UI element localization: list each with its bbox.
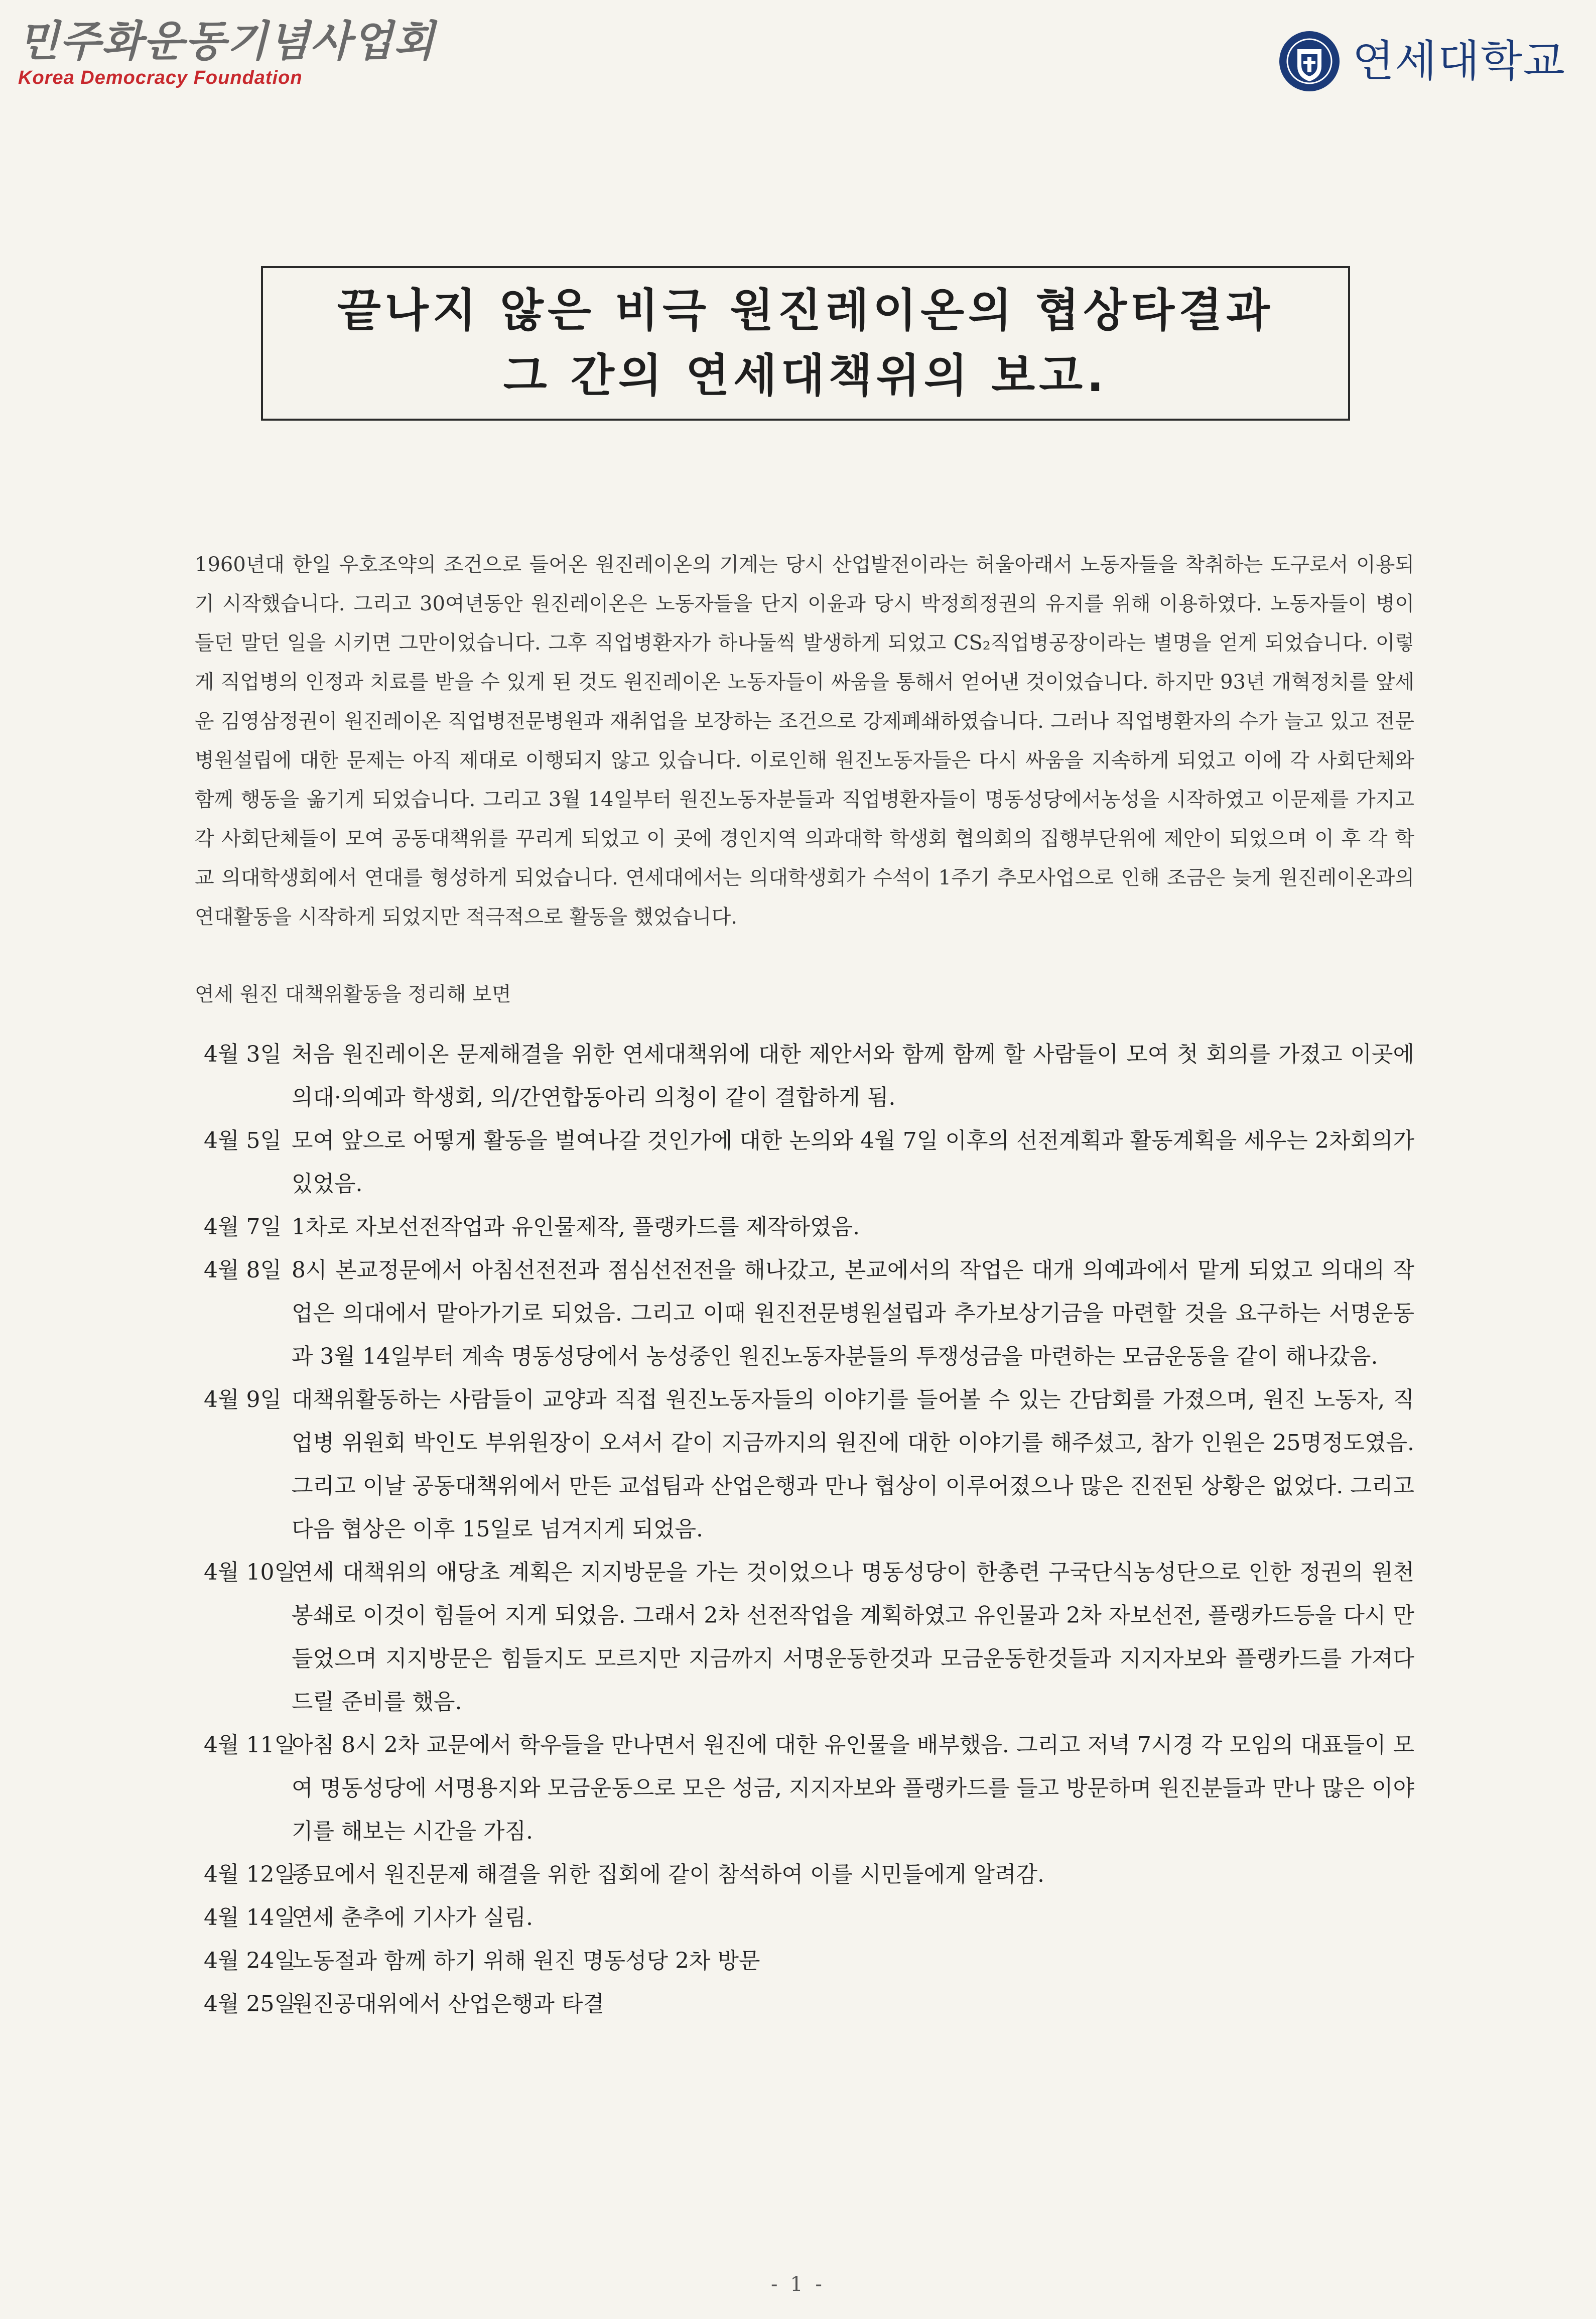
entry-text: 모여 앞으로 어떻게 활동을 벌여나갈 것인가에 대한 논의와 4월 7일 이후의 선전계획과 활동계획을 세우는 2차회의가 있었음. bbox=[292, 1128, 1414, 1197]
activity-entry bbox=[204, 1983, 1414, 2026]
entry-text: 종묘에서 원진문제 해결을 위한 집회에 같이 참석하여 이를 시민들에게 알려감. bbox=[292, 1862, 1044, 1887]
foundation-name-korean: 민주화운동기념사업회 bbox=[18, 17, 436, 66]
entry-text: 노동절과 함께 하기 위해 원진 명동성당 2차 방문 bbox=[292, 1948, 760, 1974]
entry-date: 4월 9일 bbox=[204, 1387, 282, 1412]
activity-entry bbox=[204, 1724, 1414, 1853]
activity-entry bbox=[204, 1551, 1414, 1724]
intro-paragraph bbox=[195, 545, 1414, 937]
entry-text: 연세 춘추에 기사가 실림. bbox=[292, 1905, 533, 1930]
entry-date: 4월 3일 bbox=[204, 1042, 282, 1067]
entry-text: 처음 원진레이온 문제해결을 위한 연세대책위에 대한 제안서와 함께 함께 할 사람들이 모여 첫 회의를 가졌고 이곳에 의대·의예과 학생회, 의/간연합동아리 의청이 같이 결합하게 됨. bbox=[292, 1042, 1414, 1110]
entry-text: 연세 대책위의 애당초 계획은 지지방문을 가는 것이었으나 명동성당이 한총련 구국단식농성단으로 인한 정권의 원천봉쇄로 이것이 힘들어 지게 되었음. 그래서 2차 선전작업을 계획하였고 유인물과 2차 자보선전, 플랭카드등을 다시 만들었으며 지지방문은 힘들지도 모르지만 지금까지 서명운동한것과 모금운동한것들과 지지자보와 플랭카드를 가져다 드릴 준비를 했음. bbox=[292, 1560, 1414, 1715]
document-body bbox=[195, 545, 1414, 2026]
university-logo bbox=[1277, 29, 1566, 93]
entry-text: 1차로 자보선전작업과 유인물제작, 플랭카드를 제작하였음. bbox=[292, 1214, 860, 1240]
page-number: - 1 - bbox=[771, 2273, 825, 2296]
intro-text: 1960년대 한일 우호조약의 조건으로 들어온 원진레이온의 기계는 당시 산업발전이라는 허울아래서 노동자들을 착취하는 도구로서 이용되기 시작했습니다. 그리고 30여년동안 원진레이온은 노동자들을 단지 이윤과 당시 박정희정권의 유지를 위해 이용하였다. 노동자들이 병이 들던 말던 일을 시키면 그만이었습니다. 그후 직업병환자가 하나둘씩 발생하게 되었고 CS₂직업병공장이라는 별명을 얻게 되었습니다. 이렇게 직업병의 인정과 치료를 받을 수 있게 된 것도 원진레이온 노동자들이 싸움을 통해서 얻어낸 것이었습니다. 하지만 93년 개혁정치를 앞세운 김영삼정권이 원진레이온 직업병전문병원과 재취업을 보장하는 조건으로 강제폐쇄하였습니다. 그러나 직업병환자의 수가 늘고 있고 전문병원설립에 대한 문제는 아직 제대로 이행되지 않고 있습니다. 이로인해 원진노동자들은 다시 싸움을 지속하게 되었고 이에 각 사회단체와 함께 행동을 옮기게 되었습니다. 그리고 3월 14일부터 원진노동자분들과 직업병환자들이 명동성당에서농성을 시작하였고 이문제를 가지고 각 사회단체들이 모여 공동대책위를 꾸리게 되었고 이 곳에 경인지역 의과대학 학생회 협의회의 집행부단위에 제안이 되었으며 이 후 각 학교 의대학생회에서 연대를 형성하게 되었습니다. 연세대에서는 의대학생회가 수석이 1주기 추모사업으로 인해 조금은 늦게 원진레이온과의 연대활동을 시작하게 되었지만 적극적으로 활동을 했었습니다. bbox=[195, 553, 1414, 929]
entry-date: 4월 11일 bbox=[204, 1732, 296, 1758]
activity-entry bbox=[204, 1033, 1414, 1119]
foundation-logo bbox=[18, 17, 436, 89]
entry-text: 대책위활동하는 사람들이 교양과 직접 원진노동자들의 이야기를 들어볼 수 있는 간담회를 가졌으며, 원진 노동자, 직업병 위원회 박인도 부위원장이 오셔서 같이 지금까지의 원진에 대한 이야기를 해주셨고, 참가 인원은 25명정도였음. 그리고 이날 공동대책위에서 만든 교섭팀과 산업은행과 만나 협상이 이루어졌으나 많은 진전된 상황은 없었다. 그리고 다음 협상은 이후 15일로 넘겨지게 되었음. bbox=[292, 1387, 1414, 1542]
entry-date: 4월 24일 bbox=[204, 1948, 296, 1974]
activity-entry bbox=[204, 1249, 1414, 1378]
document-title-line-2: 그 간의 연세대책위의 보고. bbox=[503, 349, 1108, 402]
university-name: 연세대학교 bbox=[1352, 36, 1566, 86]
activity-entry bbox=[204, 1378, 1414, 1551]
document-title-line-1: 끝나지 않은 비극 원진레이온의 협상타결과 bbox=[337, 284, 1274, 337]
activity-entry bbox=[204, 1940, 1414, 1983]
activity-entry bbox=[204, 1896, 1414, 1940]
activity-entry bbox=[204, 1206, 1414, 1249]
entry-text: 원진공대위에서 산업은행과 타결 bbox=[292, 1991, 605, 2017]
document-title-box bbox=[261, 266, 1350, 421]
activity-log bbox=[195, 1033, 1414, 2026]
entry-date: 4월 14일 bbox=[204, 1905, 296, 1930]
summary-heading: 연세 원진 대책위활동을 정리해 보면 bbox=[195, 983, 511, 1006]
activity-entry bbox=[204, 1119, 1414, 1206]
entry-date: 4월 12일 bbox=[204, 1862, 296, 1887]
entry-date: 4월 25일 bbox=[204, 1991, 296, 2017]
university-seal-icon bbox=[1277, 29, 1342, 93]
entry-text: 아침 8시 2차 교문에서 학우들을 만나면서 원진에 대한 유인물을 배부했음. 그리고 저녁 7시경 각 모임의 대표들이 모여 명동성당에 서명용지와 모금운동으로 모은 성금, 지지자보와 플랭카드를 들고 방문하며 원진분들과 만나 많은 이야기를 해보는 시간을 가짐. bbox=[292, 1732, 1414, 1844]
foundation-name-english: Korea Democracy Foundation bbox=[18, 67, 303, 88]
activity-entry bbox=[204, 1853, 1414, 1896]
entry-date: 4월 5일 bbox=[204, 1128, 282, 1153]
entry-text: 8시 본교정문에서 아침선전전과 점심선전전을 해나갔고, 본교에서의 작업은 대개 의예과에서 맡게 되었고 의대의 작업은 의대에서 맡아가기로 되었음. 그리고 이때 원진전문병원설립과 추가보상기금을 마련할 것을 요구하는 서명운동과 3월 14일부터 계속 명동성당에서 농성중인 원진노동자분들의 투쟁성금을 마련하는 모금운동을 같이 해나갔음. bbox=[292, 1257, 1415, 1369]
entry-date: 4월 10일 bbox=[204, 1560, 296, 1585]
entry-date: 4월 7일 bbox=[204, 1214, 282, 1240]
entry-date: 4월 8일 bbox=[204, 1257, 282, 1283]
